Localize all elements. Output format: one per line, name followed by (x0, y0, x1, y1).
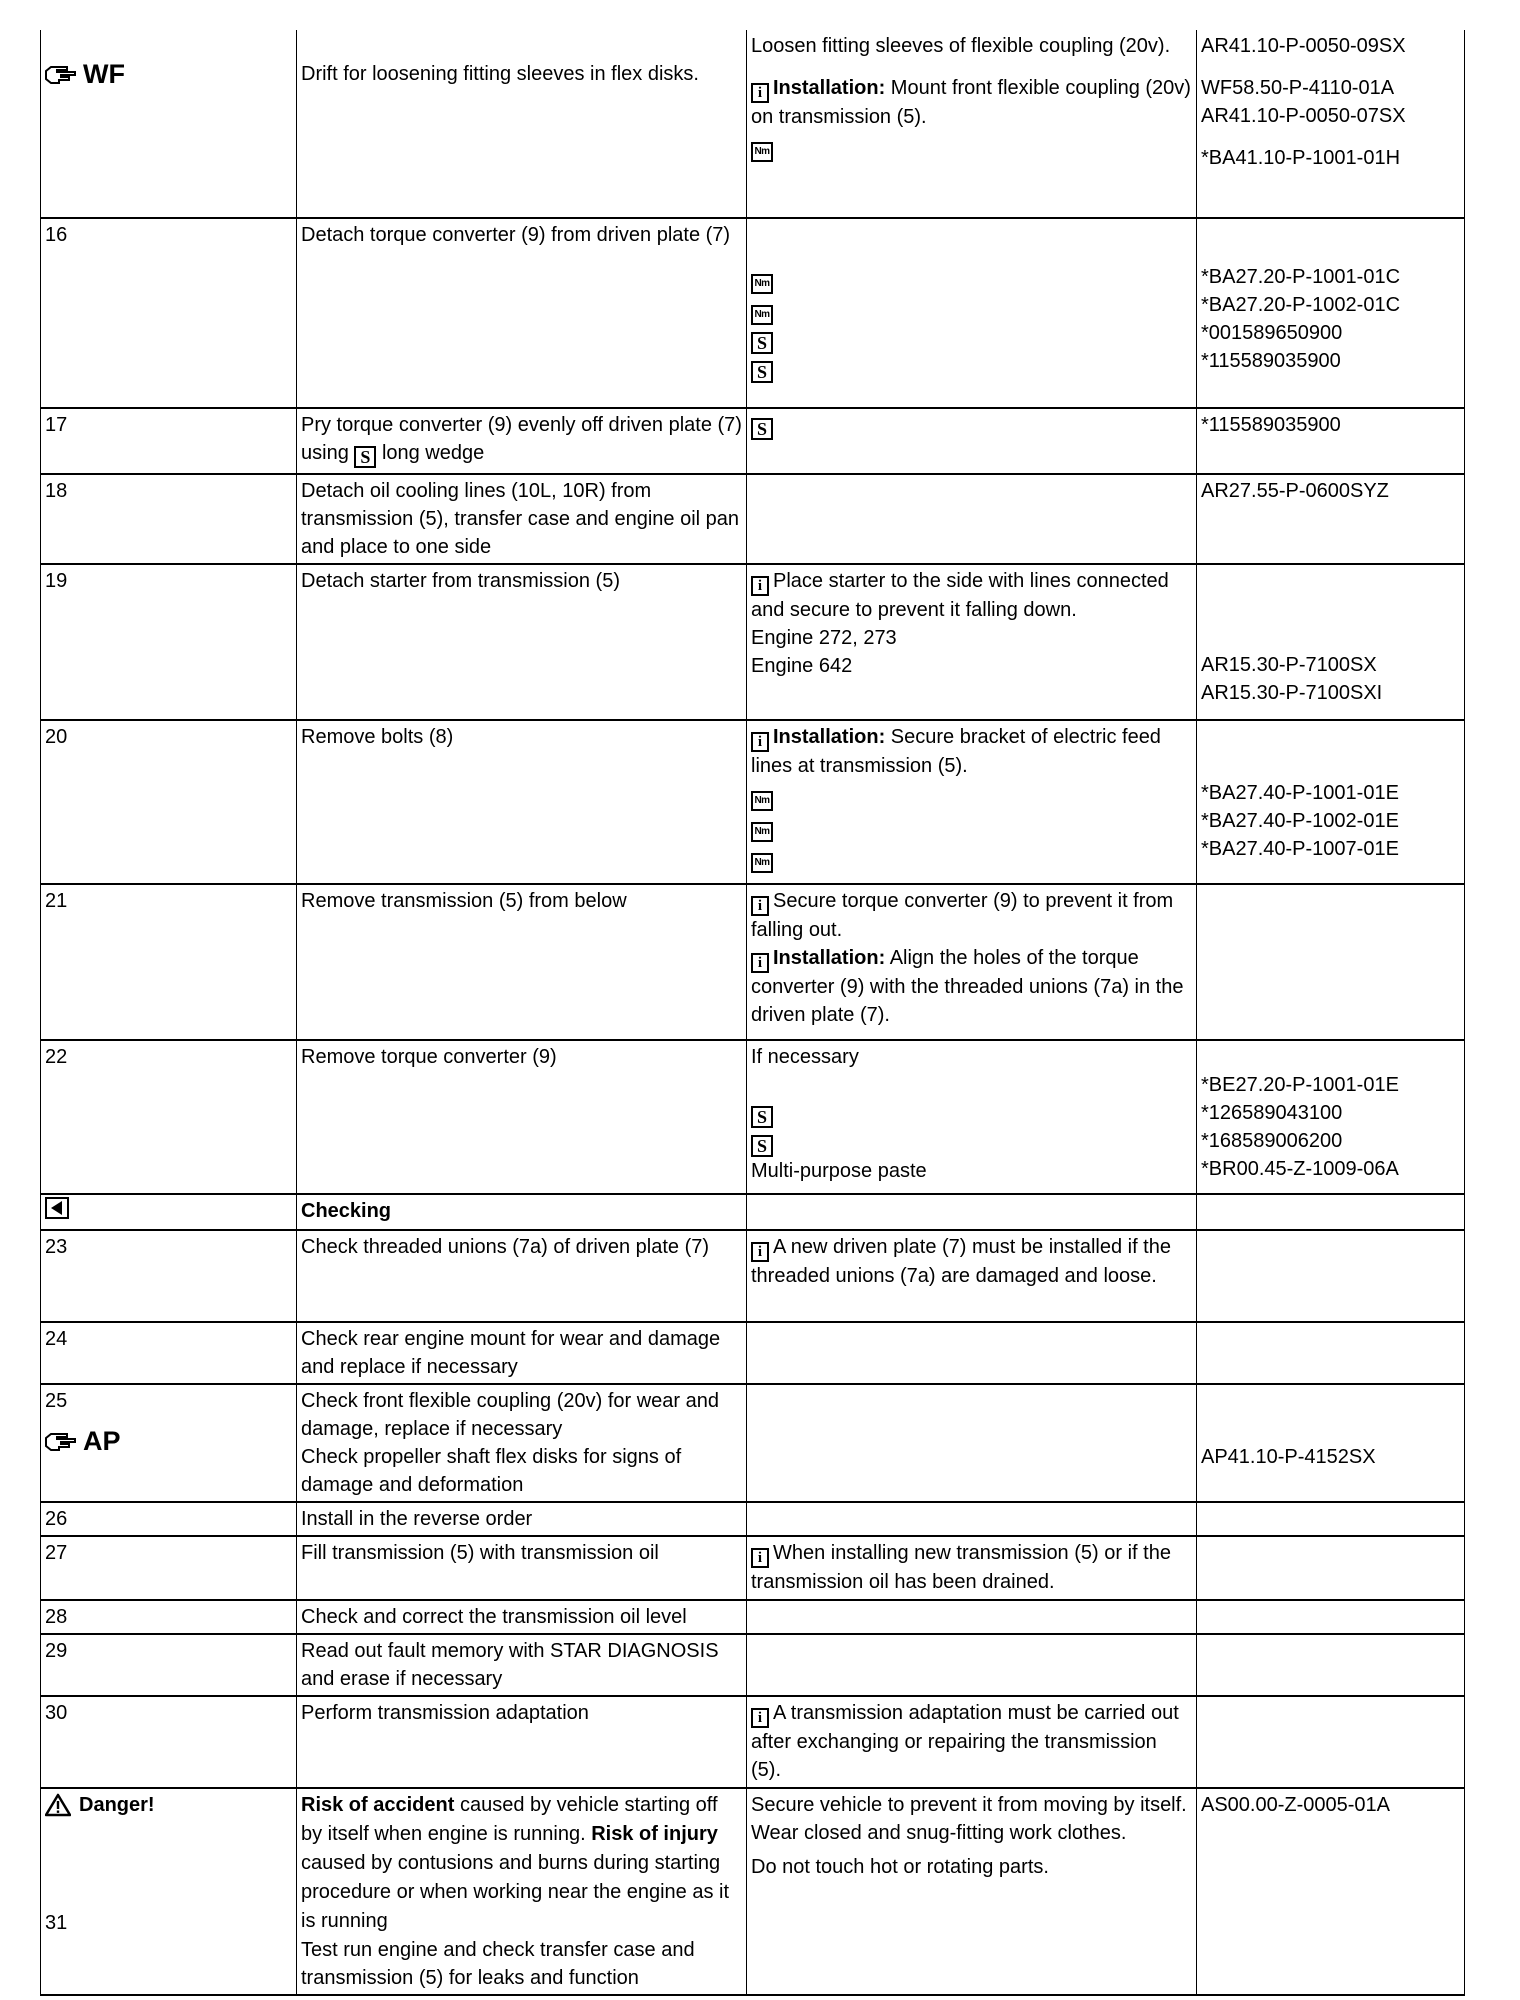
table-row (41, 1322, 1465, 1384)
action-text: Check propeller shaft flex disks for signs of damage and deformation (301, 1446, 682, 1496)
action-text: Fill transmission (5) with transmission oil (301, 1542, 659, 1564)
note-cell (747, 1322, 1197, 1384)
danger-warning (45, 1791, 155, 1819)
note-cell (747, 1502, 1197, 1536)
action-text: Drift for loosening fitting sleeves in flex disks. (301, 63, 699, 85)
action-cell (297, 1600, 747, 1634)
step-number: 16 (41, 218, 297, 408)
warning-triangle-icon (45, 1793, 71, 1817)
step-number: 17 (41, 408, 297, 474)
table-row (41, 564, 1465, 720)
reference-link[interactable]: *BA27.40-P-1001-01E (1201, 782, 1399, 804)
marker-label: AP (83, 1426, 121, 1456)
torque-icon: Nm (751, 822, 773, 842)
reference-link[interactable]: AR15.30-P-7100SXI (1201, 682, 1383, 704)
step-cell (41, 30, 297, 218)
note-cell (747, 474, 1197, 564)
special-tool-icon: S (751, 1106, 773, 1128)
note-cell (747, 1634, 1197, 1696)
note-text: A transmission adaptation must be carried out after exchanging or repairing the transmission (5). (751, 1702, 1179, 1781)
action-cell (297, 408, 747, 474)
risk-text: caused by vehicle starting off by itself when engine is running. (301, 1794, 718, 1845)
action-text: Pry torque converter (9) evenly off driven plate (7) using (301, 414, 742, 464)
note-cell (747, 720, 1197, 884)
repair-procedure-page (40, 30, 1464, 1996)
table-row (41, 1230, 1465, 1322)
step-cell (41, 1788, 297, 1995)
step-number: 24 (41, 1322, 297, 1384)
note-cell (747, 1040, 1197, 1194)
action-text: Test run engine and check transfer case and transmission (5) for leaks and function (301, 1939, 695, 1989)
section-row (41, 1194, 1465, 1230)
special-tool-icon: S (751, 418, 773, 440)
table-row (41, 1502, 1465, 1536)
action-cell (297, 1536, 747, 1600)
reference-cell (1197, 1322, 1465, 1384)
table-row (41, 720, 1465, 884)
table-row (41, 1384, 1465, 1502)
table-row (41, 474, 1465, 564)
torque-icon: Nm (751, 853, 773, 873)
note-cell (747, 1696, 1197, 1788)
reference-link[interactable]: *001589650900 (1201, 322, 1343, 344)
special-tool-icon: S (751, 361, 773, 383)
action-cell (297, 1502, 747, 1536)
reference-link[interactable]: AP41.10-P-4152SX (1201, 1446, 1376, 1468)
info-icon: i (751, 1708, 769, 1728)
installation-text: Secure bracket of electric feed lines at transmission (5). (751, 726, 1161, 777)
step-number: 30 (41, 1696, 297, 1788)
reference-link[interactable]: AR41.10-P-0050-09SX (1201, 35, 1406, 57)
step-number: 18 (41, 474, 297, 564)
note-text: When installing new transmission (5) or if the transmission oil has been drained. (751, 1542, 1171, 1593)
action-cell (297, 474, 747, 564)
info-icon: i (751, 732, 769, 752)
action-cell (297, 884, 747, 1040)
note-cell (747, 884, 1197, 1040)
action-text: Install in the reverse order (301, 1508, 533, 1530)
reference-link[interactable]: *115589035900 (1201, 350, 1341, 372)
note-cell (747, 1600, 1197, 1634)
action-text: Check front flexible coupling (20v) for wear and damage, replace if necessary (301, 1390, 719, 1440)
table-row (41, 218, 1465, 408)
step-number: 31 (45, 1912, 68, 1934)
reference-cell (1197, 408, 1465, 474)
reference-link[interactable]: AR41.10-P-0050-07SX (1201, 105, 1406, 127)
special-tool-icon: S (354, 446, 376, 468)
table-row (41, 1788, 1465, 1995)
action-cell (297, 1384, 747, 1502)
installation-label: Installation: (773, 726, 886, 748)
step-number: 20 (41, 720, 297, 884)
note-cell (747, 30, 1197, 218)
torque-icon: Nm (751, 274, 773, 294)
action-text: Check threaded unions (7a) of driven plate (7) (301, 1236, 710, 1258)
reference-cell (1197, 1536, 1465, 1600)
danger-label: Danger! (79, 1794, 155, 1816)
reference-link[interactable]: *168589006200 (1201, 1130, 1343, 1152)
action-text: long wedge (381, 442, 485, 464)
reference-link[interactable]: AR15.30-P-7100SX (1201, 654, 1377, 676)
step-number: 21 (41, 884, 297, 1040)
action-cell (297, 1040, 747, 1194)
step-number: 19 (41, 564, 297, 720)
installation-text: Mount front flexible coupling (20v) on transmission (5). (751, 77, 1191, 128)
torque-icon: Nm (751, 791, 773, 811)
table-row (41, 408, 1465, 474)
engine-variant: Engine 272, 273 (751, 627, 897, 649)
risk-label: Risk of accident (301, 1794, 455, 1816)
reference-link[interactable]: AR27.55-P-0600SYZ (1201, 480, 1389, 502)
action-text: Check and correct the transmission oil level (301, 1606, 687, 1628)
reference-cell (1197, 1040, 1465, 1194)
pointer-marker (45, 1427, 121, 1455)
step-number: 25 (45, 1390, 68, 1412)
table-row (41, 1634, 1465, 1696)
installation-label: Installation: (773, 77, 886, 99)
info-icon: i (751, 953, 769, 973)
step-number: 23 (41, 1230, 297, 1322)
checking-icon (45, 1197, 69, 1219)
reference-cell (1197, 1696, 1465, 1788)
action-text: Remove bolts (8) (301, 726, 454, 748)
engine-variant: Engine 642 (751, 655, 853, 677)
section-title-cell (297, 1194, 747, 1230)
note-cell (747, 1788, 1197, 1995)
lubricant-text: Multi-purpose paste (751, 1160, 927, 1182)
reference-cell (1197, 1788, 1465, 1995)
table-row (41, 1600, 1465, 1634)
pointing-hand-icon (45, 63, 79, 85)
reference-cell (1197, 218, 1465, 408)
table-row (41, 1536, 1465, 1600)
note-cell (747, 408, 1197, 474)
table-row (41, 1040, 1465, 1194)
info-icon: i (751, 576, 769, 596)
reference-link[interactable]: *126589043100 (1201, 1102, 1343, 1124)
reference-link[interactable]: *115589035900 (1201, 414, 1341, 436)
reference-cell (1197, 474, 1465, 564)
note-text: Place starter to the side with lines connected and secure to prevent it falling down. (751, 570, 1169, 621)
reference-link[interactable]: *BR00.45-Z-1009-06A (1201, 1158, 1399, 1180)
note-text: Secure torque converter (9) to prevent it from falling out. (751, 890, 1174, 941)
note-text: Wear closed and snug-fitting work clothes. (751, 1822, 1127, 1844)
action-text: Detach starter from transmission (5) (301, 570, 620, 592)
action-cell (297, 720, 747, 884)
reference-cell (1197, 1634, 1465, 1696)
info-icon: i (751, 896, 769, 916)
reference-link[interactable]: WF58.50-P-4110-01A (1201, 77, 1395, 99)
action-cell (297, 30, 747, 218)
action-cell (297, 1788, 747, 1995)
note-text: Loosen fitting sleeves of flexible coupling (20v). (751, 35, 1171, 57)
reference-cell (1197, 1230, 1465, 1322)
note-cell (747, 1194, 1197, 1230)
action-cell (297, 1634, 747, 1696)
reference-cell (1197, 1502, 1465, 1536)
reference-cell (1197, 1384, 1465, 1502)
risk-text: caused by contusions and burns during starting procedure or when working near the engine as it is running (301, 1852, 730, 1932)
note-text: Do not touch hot or rotating parts. (751, 1856, 1049, 1878)
reference-cell (1197, 564, 1465, 720)
note-cell (747, 1230, 1197, 1322)
section-title: Checking (301, 1200, 392, 1222)
action-cell (297, 1322, 747, 1384)
reference-link[interactable]: *BE27.20-P-1001-01E (1201, 1074, 1399, 1096)
reference-link[interactable]: *BA27.40-P-1002-01E (1201, 810, 1399, 832)
table-row (41, 884, 1465, 1040)
procedure-table (40, 30, 1465, 1996)
reference-link[interactable]: *BA27.20-P-1001-01C (1201, 266, 1401, 288)
action-cell (297, 1230, 747, 1322)
special-tool-icon: S (751, 332, 773, 354)
risk-label: Risk of injury (591, 1823, 718, 1845)
step-number: 22 (41, 1040, 297, 1194)
installation-text: Align the holes of the torque converter (9) with the threaded unions (7a) in the driven plate (7). (751, 947, 1184, 1026)
info-icon: i (751, 1548, 769, 1568)
action-text: Read out fault memory with STAR DIAGNOSIS and erase if necessary (301, 1640, 719, 1690)
note-cell (747, 564, 1197, 720)
note-cell (747, 1536, 1197, 1600)
info-icon: i (751, 83, 769, 103)
reference-cell (1197, 30, 1465, 218)
note-cell (747, 1384, 1197, 1502)
action-text: Remove torque converter (9) (301, 1046, 557, 1068)
note-text: A new driven plate (7) must be installed if the threaded unions (7a) are damaged and loose. (751, 1236, 1171, 1287)
special-tool-icon: S (751, 1135, 773, 1157)
marker-label: WF (83, 59, 125, 89)
reference-cell (1197, 720, 1465, 884)
installation-label: Installation: (773, 947, 886, 969)
info-icon: i (751, 1242, 769, 1262)
step-number: 26 (41, 1502, 297, 1536)
action-text: Remove transmission (5) from below (301, 890, 627, 912)
note-cell (747, 218, 1197, 408)
torque-icon: Nm (751, 305, 773, 325)
step-cell (41, 1384, 297, 1502)
reference-cell (1197, 1600, 1465, 1634)
table-row (41, 30, 1465, 218)
reference-link[interactable]: *BA41.10-P-1001-01H (1201, 147, 1401, 169)
pointing-hand-icon (45, 1430, 79, 1452)
step-number: 27 (41, 1536, 297, 1600)
action-text: Perform transmission adaptation (301, 1702, 589, 1724)
reference-link[interactable]: *BA27.40-P-1007-01E (1201, 838, 1399, 860)
reference-link[interactable]: *BA27.20-P-1002-01C (1201, 294, 1401, 316)
step-number: 29 (41, 1634, 297, 1696)
note-text: Secure vehicle to prevent it from moving by itself. (751, 1794, 1187, 1816)
section-icon-cell (41, 1194, 297, 1230)
reference-cell (1197, 1194, 1465, 1230)
action-text: Detach oil cooling lines (10L, 10R) from transmission (5), transfer case and engine oil pan and place to one side (301, 480, 740, 558)
action-cell (297, 1696, 747, 1788)
reference-link[interactable]: AS00.00-Z-0005-01A (1201, 1794, 1391, 1816)
action-text: Check rear engine mount for wear and damage and replace if necessary (301, 1328, 721, 1378)
action-cell (297, 218, 747, 408)
reference-cell (1197, 884, 1465, 1040)
action-text: Detach torque converter (9) from driven plate (7) (301, 224, 731, 246)
note-text: If necessary (751, 1046, 859, 1068)
pointer-marker (45, 60, 125, 88)
step-number: 28 (41, 1600, 297, 1634)
installation-note (751, 74, 1192, 131)
action-cell (297, 564, 747, 720)
torque-icon: Nm (751, 142, 773, 162)
table-row (41, 1696, 1465, 1788)
